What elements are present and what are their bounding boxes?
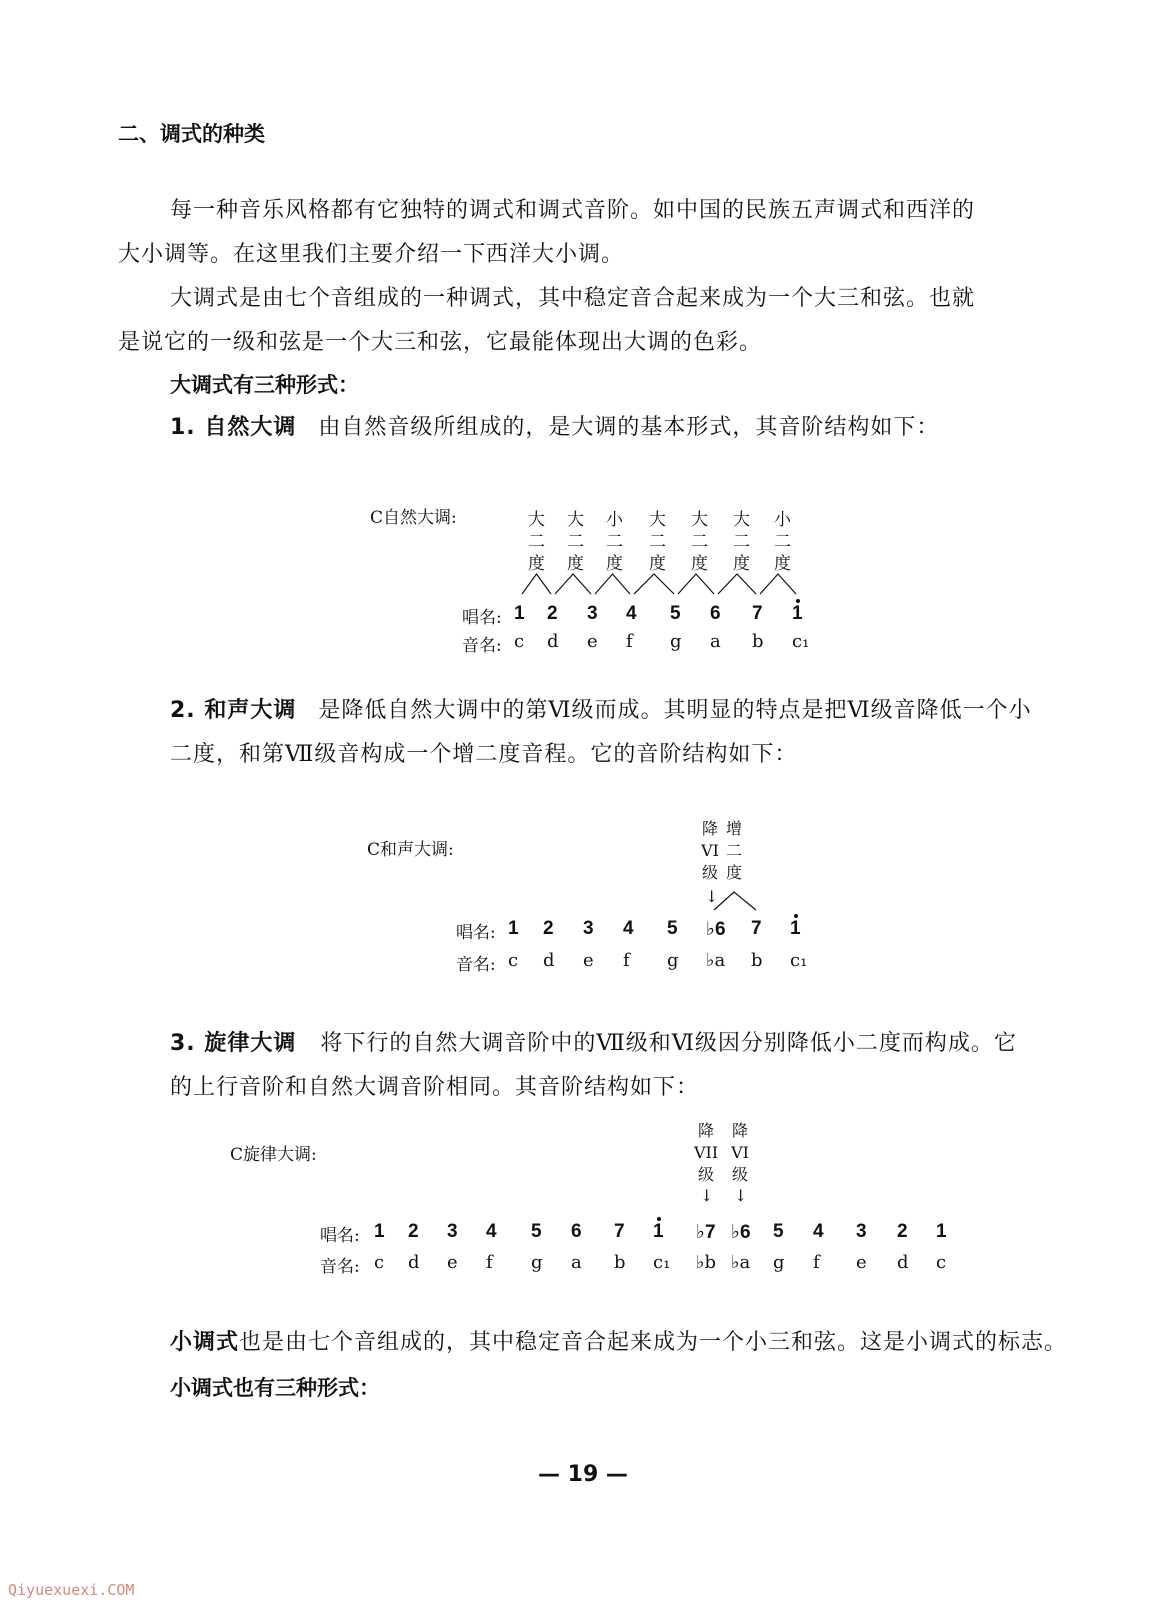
interval-char: 二 [649,532,666,552]
item-3-text: 将下行的自然大调音阶中的Ⅶ级和Ⅵ级因分别降低小二度而构成。它 [320,1031,1017,1056]
interval-bracket [712,888,762,912]
solfege-note: 6 [571,1221,582,1242]
interval-char: 大 [649,510,666,530]
solfege-note: 3 [447,1221,458,1242]
interval-char: 小 [774,510,791,530]
lower-vii-label: 降 VII 级 [694,1121,719,1184]
note-name: g [531,1252,543,1273]
note-name: e [856,1252,867,1273]
note-name: f [813,1252,820,1273]
minor-paragraph [170,1325,1067,1356]
interval-bracket [718,574,756,594]
solfege-label: 唱名: [456,923,496,943]
diagram-title: C自然大调: [370,508,457,528]
paragraph-line: 二度，和第Ⅶ级音构成一个增二度音程。它的音阶结构如下： [170,742,798,767]
note-name: a [710,631,721,652]
interval-bracket [678,574,714,594]
note-name: d [897,1252,909,1273]
note-name: b [614,1252,626,1273]
note-name: c [514,631,525,652]
note-name: b [751,950,763,971]
diagram-title: C和声大调: [367,840,454,860]
solfege-note: 2 [408,1221,419,1242]
interval-char: 二 [606,532,623,552]
interval-bracket [634,574,674,594]
interval-bracket [595,574,630,594]
solfege-note: 2 [897,1221,908,1242]
solfege-note: 1 [936,1221,947,1242]
lower-vi-label: 降 VI 级 [701,819,719,882]
interval-char: 度 [649,554,666,574]
solfege-note: ♭6 [731,1222,751,1243]
notes-label: 音名: [456,955,496,975]
interval-char: 大 [528,510,545,530]
diagram-title: C旋律大调: [230,1145,317,1165]
page-number: — 19 — [538,1462,628,1487]
high-octave-dot [794,914,798,918]
note-name: f [626,631,633,652]
down-arrow-icon: ↓ [700,1186,714,1205]
interval-char: 大 [733,510,750,530]
solfege-note: 7 [614,1221,625,1242]
note-name: b [752,631,764,652]
solfege-note: 4 [813,1221,824,1242]
solfege-note: 1 [653,1221,664,1242]
interval-char: 度 [733,554,750,574]
solfege-label: 唱名: [462,608,502,628]
note-name: c [936,1252,947,1273]
interval-bracket [522,574,551,594]
solfege-note: 7 [752,603,763,624]
note-name: ♭b [696,1252,717,1273]
interval-char: 度 [528,554,545,574]
item-3-label: 3. 旋律大调 [170,1031,297,1056]
note-name: c₁ [790,950,808,971]
interval-char: 度 [691,554,708,574]
interval-char: 二 [774,532,791,552]
note-name: c₁ [792,631,810,652]
paragraph-line: 大小调等。在这里我们主要介绍一下西洋大小调。 [118,242,625,267]
note-name: e [583,950,594,971]
interval-char: 二 [691,532,708,552]
solfege-note: 1 [790,918,801,939]
paragraph-line: 是说它的一级和弦是一个大三和弦，它最能体现出大调的色彩。 [118,330,763,355]
interval-char: 度 [606,554,623,574]
section-heading: 二、调式的种类 [118,122,265,146]
note-name: f [623,950,630,971]
note-name: c [374,1252,385,1273]
watermark: Qiyuexuexi.COM [8,1581,135,1599]
solfege-note: 3 [587,603,598,624]
high-octave-dot [796,599,800,603]
item-2-text: 是降低自然大调中的第Ⅵ级而成。其明显的特点是把Ⅵ级音降低一个小 [318,698,1032,723]
note-name: d [543,950,555,971]
solfege-note: 1 [514,603,525,624]
item-2 [170,693,1032,724]
aug-second-label: 增 二 度 [725,819,742,882]
notes-label: 音名: [462,636,502,656]
item-2-label: 2. 和声大调 [170,698,297,723]
solfege-note: 5 [531,1221,542,1242]
note-name: e [447,1252,458,1273]
note-name: c₁ [653,1252,671,1273]
interval-char: 二 [528,532,545,552]
solfege-note: 1 [374,1221,385,1242]
note-name: g [670,631,682,652]
down-arrow-icon: ↓ [734,1186,748,1205]
solfege-note: 3 [856,1221,867,1242]
solfege-note: 3 [583,918,594,939]
solfege-note: 5 [670,603,681,624]
paragraph-line: 每一种音乐风格都有它独特的调式和调式音阶。如中国的民族五声调式和西洋的 [170,198,976,223]
solfege-note: 5 [667,918,678,939]
solfege-note: 4 [623,918,634,939]
solfege-label: 唱名: [320,1226,360,1246]
interval-char: 大 [691,510,708,530]
solfege-note: 1 [792,603,803,624]
solfege-note: 5 [773,1221,784,1242]
note-name: d [547,631,559,652]
minor-text: 也是由七个音组成的，其中稳定音合起来成为一个小三和弦。这是小调式的标志。 [239,1330,1068,1355]
solfege-note: 2 [543,918,554,939]
interval-char: 度 [567,554,584,574]
solfege-note: 2 [547,603,558,624]
note-name: g [667,950,679,971]
down-arrow-icon: ↓ [705,887,719,906]
note-name: e [587,631,598,652]
minor-label: 小调式 [170,1330,240,1355]
item-1 [170,410,939,441]
note-name: g [773,1252,785,1273]
note-name: f [486,1252,493,1273]
minor-forms-heading: 小调式也有三种形式： [170,1376,380,1400]
note-name: ♭a [706,950,726,971]
note-name: d [408,1252,420,1273]
interval-char: 度 [774,554,791,574]
high-octave-dot [657,1217,661,1221]
interval-brackets [515,570,805,598]
interval-char: 二 [567,532,584,552]
item-1-text: 由自然音级所组成的，是大调的基本形式，其音阶结构如下： [318,415,940,440]
interval-char: 二 [733,532,750,552]
interval-char: 大 [567,510,584,530]
solfege-note: 1 [508,918,519,939]
note-name: ♭a [731,1252,751,1273]
note-name: c [508,950,519,971]
interval-bracket [555,574,591,594]
solfege-note: 4 [626,603,637,624]
interval-bracket [760,574,796,594]
paragraph-line: 大调式是由七个音组成的一种调式，其中稳定音合起来成为一个大三和弦。也就 [170,286,976,311]
item-3 [170,1026,1017,1057]
solfege-note: 7 [751,918,762,939]
note-name: a [571,1252,582,1273]
notes-label: 音名: [320,1257,360,1277]
solfege-note: 6 [710,603,721,624]
solfege-note: 4 [486,1221,497,1242]
item-1-label: 1. 自然大调 [170,415,297,440]
major-forms-heading: 大调式有三种形式： [170,373,359,397]
interval-char: 小 [606,510,623,530]
solfege-note: ♭6 [706,919,726,940]
paragraph-line: 的上行音阶和自然大调音阶相同。其音阶结构如下： [170,1075,700,1100]
lower-vi-label: 降 VI 级 [731,1121,749,1184]
solfege-note: ♭7 [696,1222,716,1243]
